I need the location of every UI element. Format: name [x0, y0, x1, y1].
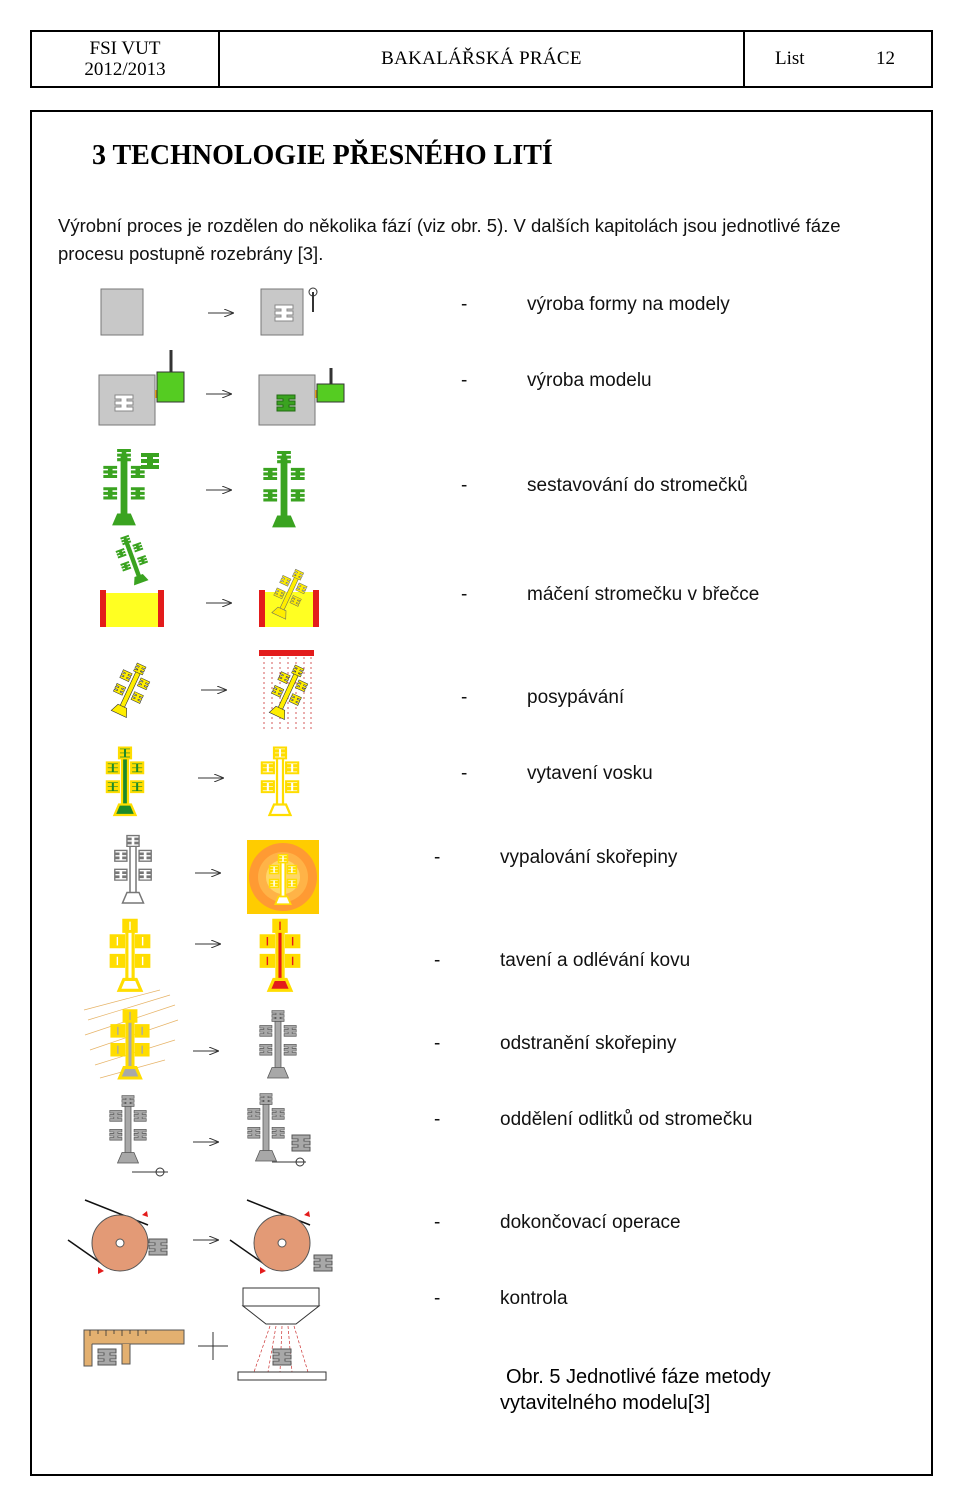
- stage-dash: -: [461, 763, 468, 784]
- stage-dash: -: [434, 847, 441, 868]
- stage-dash: -: [461, 294, 468, 315]
- stage-dash: -: [461, 687, 468, 708]
- stage-5-figure: [106, 650, 314, 730]
- figure-caption: [500, 1364, 771, 1416]
- header-org: FSI VUT: [89, 38, 161, 59]
- stage-label: vypalování skořepiny: [500, 847, 678, 868]
- stage-4-figure: [100, 532, 319, 627]
- stage-3-figure: [103, 449, 304, 527]
- header-list-label: List: [775, 48, 805, 69]
- stage-10-figure: [110, 1094, 310, 1176]
- caption-line-2: vytavitelného modelu[3]: [500, 1392, 711, 1414]
- intro-paragraph: Výrobní proces je rozdělen do několika fází (viz obr. 5). V dalších kapitolách jsou jednotlivé fáze procesu postupně rozebrány [3].: [58, 215, 841, 264]
- stage-label: odstranění skořepiny: [500, 1033, 677, 1054]
- stage-dash: -: [434, 1288, 441, 1309]
- stage-1-figure: [101, 288, 317, 335]
- stage-label: tavení a odlévání kovu: [500, 950, 691, 971]
- stage-9-figure: [84, 990, 296, 1078]
- stage-dash: -: [461, 370, 468, 391]
- stage-11-figure: [68, 1200, 332, 1274]
- stage-label: výroba modelu: [527, 370, 652, 391]
- header-doc-type: BAKALÁŘSKÁ PRÁCE: [220, 32, 745, 86]
- stage-label: sestavování do stromečků: [527, 475, 748, 496]
- stage-label: posypávání: [527, 687, 625, 708]
- stage-2-figure: [99, 350, 344, 425]
- stage-dash: -: [461, 475, 468, 496]
- stage-label: máčení stromečku v břečce: [527, 584, 760, 605]
- stage-dash: -: [434, 1033, 441, 1054]
- header-page-number: 12: [876, 48, 895, 69]
- caption-line-1: Obr. 5 Jednotlivé fáze metody: [506, 1366, 771, 1388]
- stage-label: výroba formy na modely: [527, 294, 730, 315]
- stage-label: kontrola: [500, 1288, 568, 1309]
- stage-dash: -: [434, 950, 441, 971]
- stage-label: dokončovací operace: [500, 1212, 681, 1233]
- stage-dash: -: [434, 1109, 441, 1130]
- stage-dash: -: [461, 584, 468, 605]
- header-year: 2012/2013: [84, 59, 166, 80]
- chapter-title: 3 TECHNOLOGIE PŘESNÉHO LITÍ: [92, 140, 553, 171]
- stage-label: oddělení odlitků od stromečku: [500, 1109, 753, 1130]
- stage-dash: -: [434, 1212, 441, 1233]
- stage-label: vytavení vosku: [527, 763, 653, 784]
- stage-8-figure: [111, 920, 299, 990]
- stage-6-figure: [107, 748, 298, 815]
- stage-12-figure: [84, 1288, 326, 1380]
- stage-7-figure: [115, 836, 319, 914]
